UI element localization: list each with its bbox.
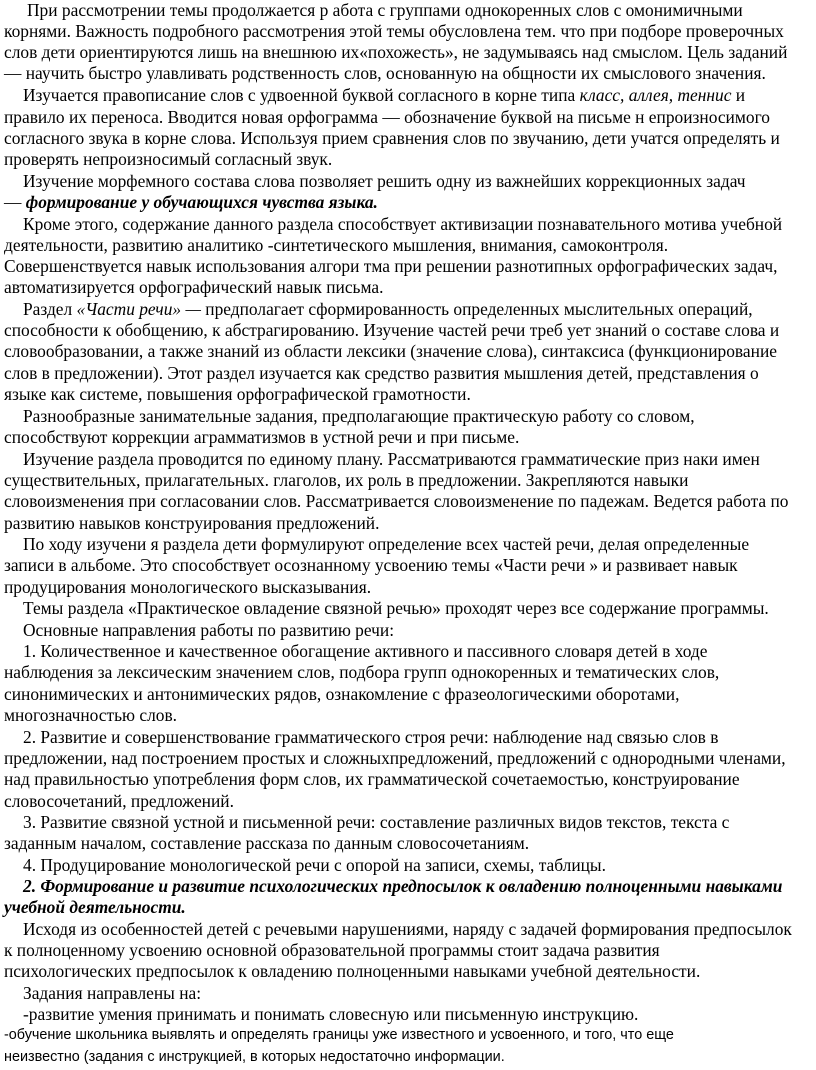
text-line: Изучение морфемного состава слова позволяет решить одну из важнейших коррекционных задач [23, 171, 746, 191]
text-line: предложении, над построением простых и сложныхпредложений, предложений с однородными членами, [4, 748, 786, 768]
text-line: согласного звука в корне слова. Используя прием сравнения слов по звучанию, дети учатся определять и [4, 128, 780, 148]
text-line: психологических предпосылок к овладению полноценными навыками учебной деятельности. [4, 961, 701, 981]
text-segment: формирование у обучающихся чувства языка. [25, 192, 378, 212]
text-line: языке как системе, повышения орфографической грамотности. [4, 384, 471, 404]
text-line: словоизменения при согласовании слов. Рассматривается словоизменение по падежам. Ведется работа по [4, 491, 789, 511]
text-line: При рассмотрении темы продолжается р абота с группами однокоренных слов с омонимичными [27, 0, 743, 20]
text-segment: и [731, 85, 746, 105]
text-line: Основные направления работы по развитию речи: [23, 620, 395, 640]
text-line: Кроме этого, содержание данного раздела способствует активизации познавательного мотива учебной [23, 214, 783, 234]
text-line: правило их переноса. Вводится новая орфограмма — обозначение буквой на письме н епроизносимого [4, 107, 770, 127]
text-segment: класс, аллея, теннис [579, 85, 732, 105]
text-line: многозначностью слов. [4, 705, 178, 725]
text-segment: — [4, 192, 26, 212]
text-line: автоматизируется орфографический навык письма. [4, 277, 384, 297]
text-line: слов в предложении). Этот раздел изучается как средство развития мышления детей, представления о [4, 363, 759, 383]
text-line: неизвестно (задания с инструкцией, в которых недостаточно информации. [4, 1049, 505, 1065]
text-line [0, 876, 816, 897]
text-line: Задания направлены на: [23, 983, 202, 1003]
text-line: 2. Развитие и совершенствование грамматического строя речи: наблюдение над связью слов в [23, 727, 719, 747]
text-line: развитию навыков конструирования предложений. [4, 513, 380, 533]
text-line: записи в альбоме. Это способствует осознанному усвоению темы «Части речи » и развивает навык [4, 555, 738, 575]
text-line [0, 299, 816, 320]
text-line: -развитие умения принимать и понимать словесную или письменную инструкцию. [23, 1004, 639, 1024]
text-line [0, 85, 816, 106]
text-line: словосочетаний, предложений. [4, 791, 234, 811]
text-line: Изучение раздела проводится по единому плану. Рассматриваются грамматические приз наки имен [23, 449, 760, 469]
text-line [0, 897, 816, 918]
text-line: слов дети ориентируются лишь на внешнюю их«похожесть», не задумываясь над смыслом. Цель заданий [4, 42, 788, 62]
text-line: деятельности, развитию аналитико -синтетического мышления, внимания, самоконтроля. [4, 235, 669, 255]
text-line: наблюдения за лексическим значением слов, подбора групп однокоренных и тематических слов, [4, 662, 720, 682]
text-line: -обучение школьника выявлять и определять границы уже известного и усвоенного, и того, что еще [4, 1027, 674, 1043]
text-line: корнями. Важность подробного рассмотрения этой темы обусловлена тем. что при подборе проверочных [4, 21, 784, 41]
text-line: способности к обобщению, к абстрагированию. Изучение частей речи треб ует знаний о составе слова и [4, 320, 780, 340]
text-line: Совершенствуется навык использования алгори тма при решении разнотипных орфографических задач, [4, 256, 778, 276]
text-line [0, 192, 816, 213]
text-line: проверять непроизносимый согласный звук. [4, 149, 333, 169]
text-line: существительных, прилагательных. глаголов, их роль в предложении. Закрепляются навыки [4, 470, 689, 490]
text-segment: «Части речи» — [76, 299, 201, 319]
text-segment: Изучается правописание слов с удвоенной буквой согласного в корне типа [23, 85, 580, 105]
text-line: Исходя из особенностей детей с речевыми нарушениями, наряду с задачей формирования предпосылок [23, 919, 792, 939]
text-line: способствуют коррекции аграмматизмов в устной речи и при письме. [4, 427, 520, 447]
text-line: словообразовании, а также знаний из области лексики (значение слова), синтаксиса (функционирование [4, 341, 777, 361]
text-line: над правильностью употребления форм слов, их грамматической сочетаемостью, конструирование [4, 769, 740, 789]
text-segment: предполагает сформированность определенных мыслительных операций, [200, 299, 753, 319]
text-line: 4. Продуцирование монологической речи с опорой на записи, схемы, таблицы. [23, 855, 606, 875]
text-line: Темы раздела «Практическое овладение связной речью» проходят через все содержание программы. [23, 598, 769, 618]
text-line: По ходу изучени я раздела дети формулируют определение всех частей речи, делая определенные [23, 534, 750, 554]
text-segment: учебной деятельности. [4, 897, 186, 917]
text-line: к полноценному усвоению основной образовательной программы стоит задача развития [4, 940, 660, 960]
text-line: Разнообразные занимательные задания, предполагающие практическую работу со словом, [23, 406, 695, 426]
text-line: продуцирования монологического высказывания. [4, 577, 372, 597]
text-line: заданным началом, составление рассказа по данным словосочетаниям. [4, 833, 530, 853]
text-line: синонимических и антонимических рядов, ознакомление с фразеологическими оборотами, [4, 684, 680, 704]
text-line: 1. Количественное и качественное обогащение активного и пассивного словаря детей в ходе [23, 641, 708, 661]
text-segment: 2. Формирование и развитие психологических предпосылок к овладению полноценными навыками [23, 876, 783, 896]
text-line: 3. Развитие связной устной и письменной речи: составление различных видов текстов, текста с [23, 812, 730, 832]
text-segment: Раздел [23, 299, 77, 319]
text-line: — научить быстро улавливать родственность слов, основанную на общности их смыслового значения. [4, 63, 766, 83]
